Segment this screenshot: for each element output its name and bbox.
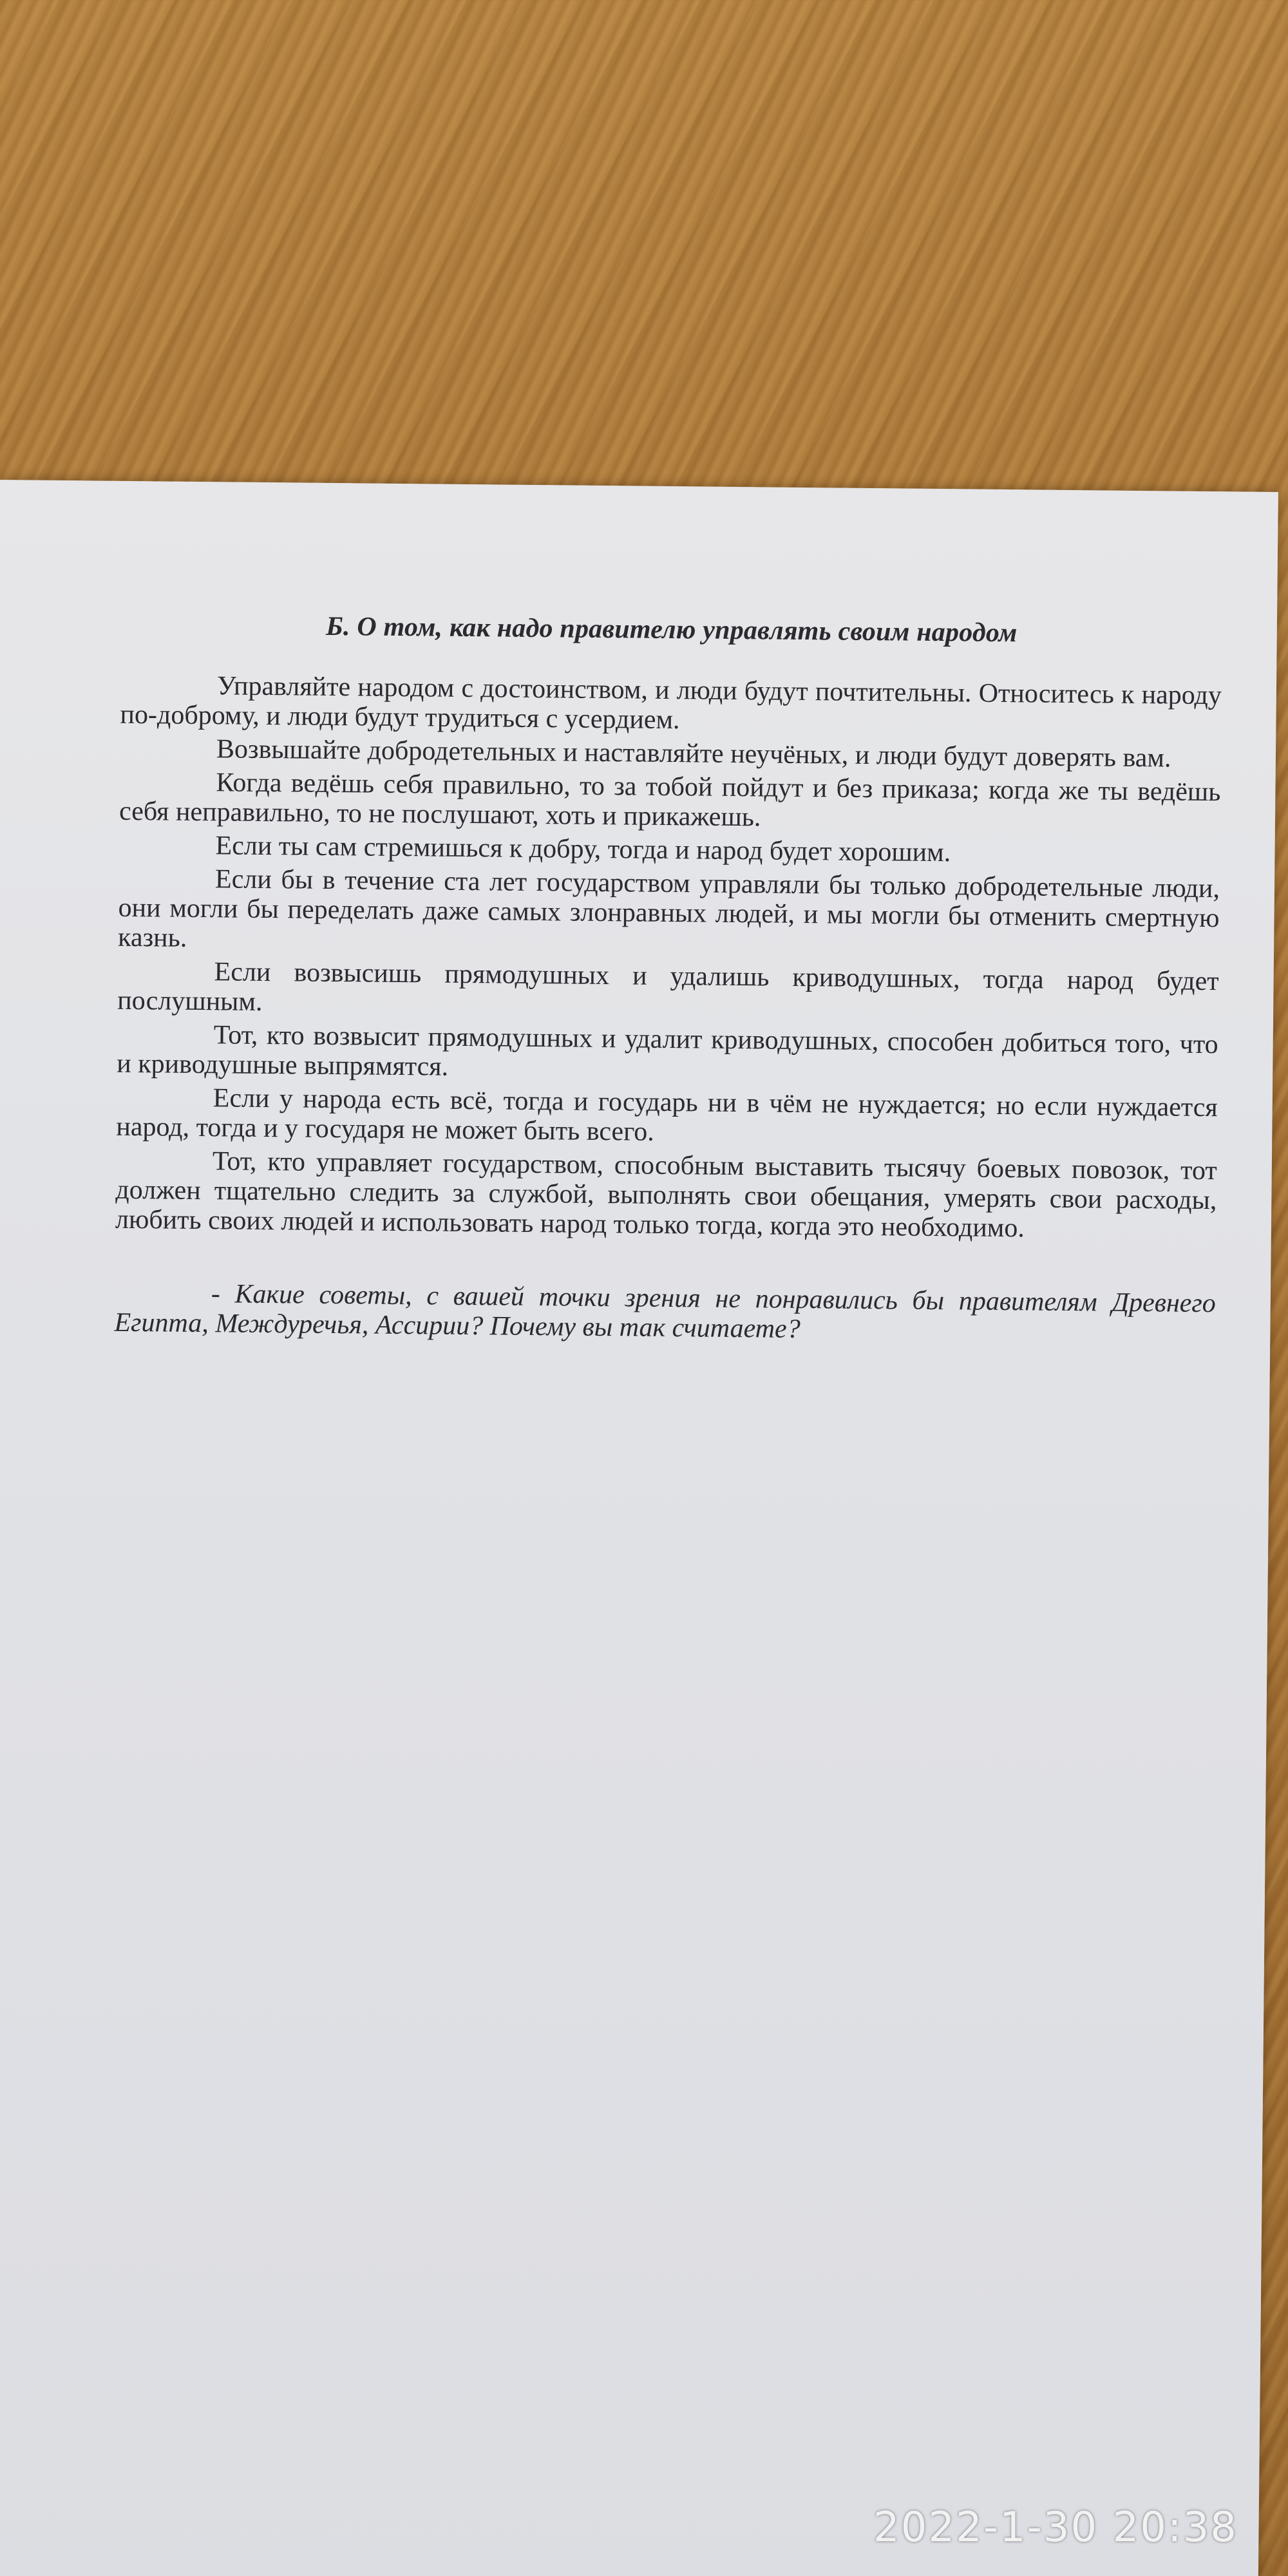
photo-timestamp: 2022-1-30 20:38 [873,2504,1238,2552]
paragraph: Когда ведёшь себя правильно, то за тобой пойдут и без приказа; когда же ты ведёшь себя неправильно, то не послушают, хоть и прикажешь. [118,768,1221,833]
discussion-question: - Какие советы, с вашей точки зрения не понравились бы правителям Древнего Египта, Междуречья, Ассирии? Почему вы так считаете? [114,1279,1217,1344]
paragraph: Тот, кто управляет государством, способным выставить тысячу боевых повозок, тот должен тщательно следить за службой, выполнять свои обещания, умерять свои расходы, любить своих людей и использовать народ только тогда, когда это необходимо. [115,1146,1218,1244]
document-body [114,610,1222,1375]
document-title: Б. О том, как надо правителю управлять своим народом [325,611,1018,649]
paragraph: Тот, кто возвысит прямодушных и удалит криводушных, способен добиться того, что и криводушные выпрямятся. [117,1020,1218,1082]
paragraph: Возвышайте добродетельных и наставляйте неучёных, и люди будут доверять вам. [216,734,1171,773]
paragraph: Если бы в течение ста лет государством управляли бы только добродетельные люди, они могли бы переделать даже самых злонравных людей, и мы могли бы отменить смертную казнь. [117,864,1220,953]
paragraph: Если ты сам стремишься к добру, тогда и народ будет хорошим. [215,831,951,868]
paper-sheet [0,480,1278,2576]
paragraph: Если возвысишь прямодушных и удалишь криводушных, тогда народ будет послушным. [117,957,1219,1017]
paragraph: Если у народа есть всё, тогда и государь ни в чём не нуждается; но если нуждается народ, тогда и у государя не может быть всего. [116,1083,1218,1147]
paragraph: Управляйте народом с достоинством, и люди будут почтительны. Относитесь к народу по-доброму, и люди будут трудиться с усердием. [120,671,1222,735]
